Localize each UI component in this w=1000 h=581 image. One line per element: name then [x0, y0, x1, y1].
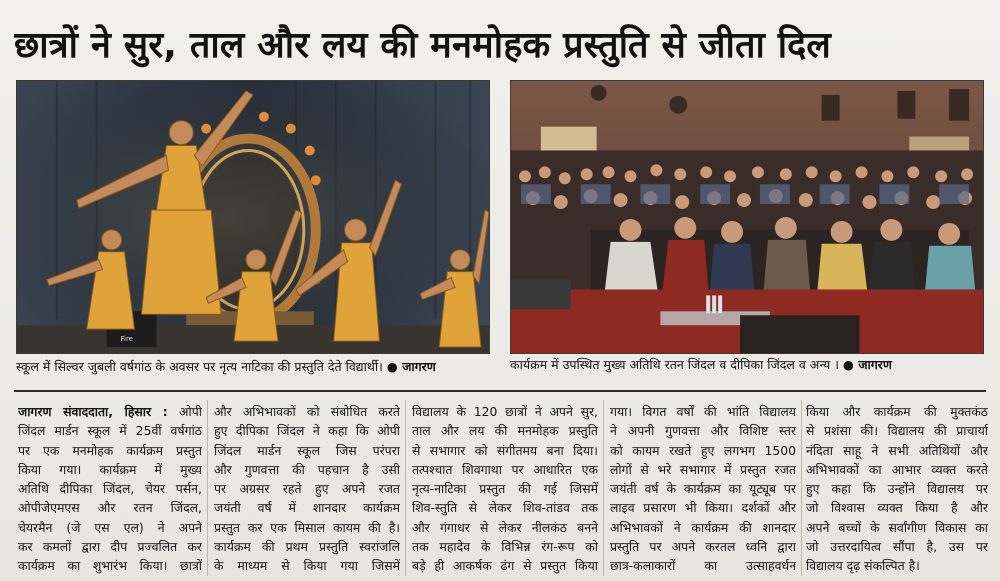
article-line: के माध्यम से किया गया जिसमें — [214, 558, 400, 574]
article-line: कार्यक्रम का शुभारंभ किया। छात्रों — [18, 558, 202, 574]
column-separator — [801, 400, 802, 576]
article-line: छात्र-कलाकारों का उत्साहवर्धन — [610, 558, 796, 574]
article-line: प्रस्तुत कर एक मिसाल कायम की है। — [214, 519, 400, 535]
article-line: लाइव प्रसारण भी किया। दर्शकों और — [610, 500, 796, 516]
article-line: से सभागार को संगीतमय बना दिया। — [412, 442, 598, 458]
article-column-1 — [18, 402, 202, 578]
article-line: किया और कार्यक्रम की मुक्तकंठ — [806, 404, 988, 419]
article-line: जो विश्वास व्यक्त किया है और — [806, 500, 988, 516]
article-line: बड़े ही आकर्षक ढंग से प्रस्तुत किया — [412, 558, 598, 574]
caption-right-text: कार्यक्रम में उपस्थित मुख्य अतिथि रतन जिंदल व दीपिका जिंदल व अन्य । — [510, 357, 840, 372]
article-line: नृत्य-नाटिका प्रस्तुत की गई जिसमें — [412, 481, 598, 497]
article-line: जयंती वर्ष में शानदार कार्यक्रम — [214, 500, 400, 516]
article-line: पर अग्रसर रहते हुए अपने रजत — [214, 481, 400, 497]
headline: छात्रों ने सुर, ताल और लय की मनमोहक प्रस्तुति से जीता दिल — [14, 25, 832, 66]
section-divider — [14, 390, 986, 392]
article-line: हुए कहा कि उन्होंने विद्यालय पर — [806, 481, 988, 497]
article-line: लोगों से भरे सभागार में प्रस्तुत रजत — [610, 461, 796, 477]
article-column-2 — [214, 402, 400, 578]
article-line: चेयरमैन (जे एस एल) ने अपने — [18, 519, 202, 535]
article-line: विद्यालय के 120 छात्रों ने अपने सुर, — [412, 404, 598, 419]
article-line: को कायम रखते हुए लगभग 1500 — [610, 442, 796, 458]
caption-left-text: स्कूल में सिल्वर जुबली वर्षगांठ के अवसर पर नृत्य नाटिका की प्रस्तुति देते विद्यार्थी। — [16, 359, 383, 374]
article-line: नंदिता साहू ने सभी अतिथियों और — [806, 442, 988, 458]
article-line: से प्रशंसा की। विद्यालय की प्राचार्या — [806, 423, 988, 439]
photo-caption-left — [16, 358, 490, 376]
article-line: हुए दीपिका जिंदल ने कहा कि ओपी — [214, 423, 400, 439]
article-line: ओपीजेएमएस और रतन जिंदल, — [18, 500, 202, 516]
article-line: और अभिभावकों को संबोधित करते — [214, 404, 400, 419]
article-line: विद्यालय दृढ़ संकल्पित है। — [806, 558, 920, 574]
article-line: गया। विगत वर्षों की भांति विद्यालय — [610, 404, 796, 419]
article-line: जिंदल मार्डन स्कूल में 25वीं वर्षगांठ — [18, 423, 202, 439]
article-line: प्रस्तुति पर अपने करतल ध्वनि द्वारा — [610, 539, 796, 555]
article-line: कर कमलों द्वारा दीप प्रज्वलित कर — [18, 539, 202, 555]
article-line: अभिभावकों का आभार व्यक्त करते — [806, 461, 988, 477]
dance-performance-photo — [16, 80, 490, 354]
article-line: किया गया। कार्यक्रम में मुख्य — [18, 461, 202, 477]
photo-caption-right — [510, 356, 984, 374]
article-line: शिव-स्तुति से लेकर शिव-तांडव तक — [412, 500, 598, 516]
article-line: जयंती वर्ष के कार्यक्रम का यूट्यूब पर — [610, 481, 796, 497]
caption-right-credit: ● जागरण — [843, 357, 892, 372]
column-separator — [405, 400, 406, 576]
article-line: जागरण संवाददाता, हिसार : ओपी — [18, 404, 202, 419]
article-line: अतिथि दीपिका जिंदल, चेयर पर्सन, — [18, 481, 202, 497]
article-line: कार्यक्रम की प्रथम प्रस्तुति स्वरांजलि — [214, 539, 400, 555]
article-line: ने अपनी गुणवत्ता और विशिष्ट स्तर — [610, 423, 796, 439]
audience-photo — [510, 80, 984, 354]
column-separator — [603, 400, 604, 576]
article-column-4 — [610, 402, 796, 578]
dance-photo-illustration — [17, 81, 489, 353]
article-line: तक महादेव के विभिन्न रंग-रूप को — [412, 539, 598, 555]
article-line: अपने बच्चों के सर्वांगीण विकास का — [806, 519, 988, 535]
article-line: जिंदल मार्डन स्कूल जिस परंपरा — [214, 442, 400, 458]
audience-photo-illustration — [511, 81, 983, 353]
article-line: और गुणवत्ता की पहचान है उसी — [214, 461, 400, 477]
article-line: जो उत्तरदायित्व सौंपा है, उस पर — [806, 539, 988, 555]
column-separator — [207, 400, 208, 576]
article-column-5 — [806, 402, 988, 578]
caption-left-credit: ● जागरण — [386, 359, 436, 374]
article-column-3 — [412, 402, 598, 578]
article-line: तत्पश्चात शिवगाथा पर आधारित एक — [412, 461, 598, 477]
svg-text:Fire: Fire — [120, 335, 133, 344]
article-line: अभिभावकों ने कार्यक्रम की शानदार — [610, 519, 796, 535]
article-line: ताल और लय की मनमोहक प्रस्तुति — [412, 423, 598, 439]
dateline: जागरण संवाददाता, हिसार : — [18, 404, 168, 419]
article-line: और गंगाधर से लेकर नीलकंठ बनने — [412, 519, 598, 535]
article-line: पर एक मनमोहक कार्यक्रम प्रस्तुत — [18, 442, 202, 458]
